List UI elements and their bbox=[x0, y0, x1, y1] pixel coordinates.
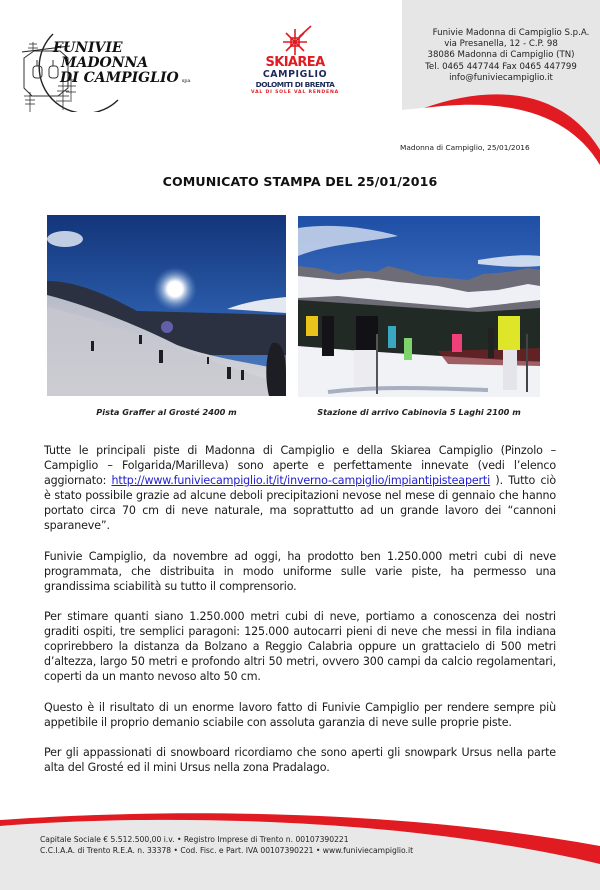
page-title: COMUNICATO STAMPA DEL 25/01/2016 bbox=[162, 174, 438, 189]
contact-phone-fax: Tel. 0465 447744 Fax 0465 447799 bbox=[425, 61, 577, 72]
photo-caption-2: Stazione di arrivo Cabinovia 5 Laghi 2100 m bbox=[317, 407, 521, 417]
skiers-dolomites-image bbox=[298, 216, 540, 397]
photo-cabinovia-5-laghi bbox=[298, 216, 540, 397]
skiarea-dolomiti-text: DOLOMITI DI BRENTA bbox=[255, 80, 335, 89]
contact-company: Funivie Madonna di Campiglio S.p.A. bbox=[432, 28, 590, 38]
logo-line-madonna: MADONNA bbox=[61, 55, 149, 71]
press-release-body bbox=[44, 443, 556, 790]
skiarea-campiglio-text: CAMPIGLIO bbox=[262, 69, 328, 80]
logo-line-funivie: FUNIVIE bbox=[53, 40, 123, 56]
logo-suffix-spa: spa bbox=[181, 78, 191, 84]
company-contact-block bbox=[402, 28, 600, 84]
skiarea-brand-text: SKIAREA bbox=[265, 55, 325, 70]
footer-legal-info bbox=[40, 834, 413, 856]
photo-pista-graffer bbox=[47, 215, 286, 396]
footer-line-1: Capitale Sociale € 5.512.500,00 i.v. • Registro Imprese di Trento n. 00107390221 bbox=[40, 835, 349, 844]
open-slopes-link[interactable]: http://www.funiviecampiglio.it/it/inverno-campiglio/impiantipisteaperti bbox=[111, 474, 491, 488]
funivie-madonna-logo bbox=[18, 30, 218, 110]
photo-caption-1: Pista Graffer al Grosté 2400 m bbox=[96, 407, 237, 417]
logo-line-campiglio: DI CAMPIGLIO spa bbox=[60, 70, 191, 86]
footer-line-2: C.C.I.A.A. di Trento R.E.A. n. 33378 • Cod. Fisc. e Part. IVA 00107390221 • www.funiviecampiglio.it bbox=[40, 846, 414, 855]
paragraph-4: Questo è il risultato di un enorme lavoro fatto di Funivie Campiglio per rendere sempre più appetibile il proprio demanio sciabile con assoluta garanzia di neve sulle proprie piste. bbox=[44, 700, 556, 729]
contact-email: info@funiviecampiglio.it bbox=[449, 72, 553, 83]
paragraph-1: Tutte le principali piste di Madonna di Campiglio e della Skiarea Campiglio (Pinzolo – Campiglio – Folgarida/Marilleva) sono aperte e perfettamente innevate (vedi l’elenco aggiornato: http://www.funiviecampiglio.it/it/inverno-campiglio/impiantipisteaperti ). Tutto ciò è stato possibile grazie ad alcune deboli precipitazioni nevose nel mese di gennaio che hanno portato circa 70 cm di neve naturale, ma soprattutto ad un grande lavoro dei “cannoni sparaneve”. bbox=[44, 444, 556, 533]
paragraph-5: Per gli appassionati di snowboard ricordiamo che sono aperti gli snowpark Ursus nella parte alta del Grosté ed il mini Ursus nella zona Pradalago. bbox=[44, 745, 556, 774]
paragraph-2: Funivie Campiglio, da novembre ad oggi, ha prodotto ben 1.250.000 metri cubi di neve programmata, che distribuita in modo uniforme sulle varie piste, ha permesso una grandissima sciabilità su tutto il comprensorio. bbox=[44, 549, 556, 593]
skiarea-campiglio-logo bbox=[245, 25, 345, 105]
ski-slope-sun-image bbox=[47, 215, 286, 396]
contact-city: 38086 Madonna di Campiglio (TN) bbox=[427, 50, 575, 61]
snowflake-icon bbox=[277, 25, 313, 57]
contact-address: via Presanella, 12 - C.P. 98 bbox=[444, 39, 558, 50]
paragraph-3: Per stimare quanti siano 1.250.000 metri cubi di neve, portiamo a conoscenza dei nostri graditi ospiti, tre semplici paragoni: 125.000 autocarri pieni di neve che messi in fila indiana coprirebbero la distanza da Bolzano a Reggio Calabria oppure un grattacielo di 500 metri d’altezza, largo 50 metri e profondo altri 50 metri, ovvero 300 campi da calcio regolamentari, coperti da un manto nevoso alto 50 cm. bbox=[44, 610, 556, 684]
dateline: Madonna di Campiglio, 25/01/2016 bbox=[400, 143, 530, 152]
skiarea-valleys-text: VAL DI SOLE VAL RENDENA bbox=[251, 90, 339, 95]
